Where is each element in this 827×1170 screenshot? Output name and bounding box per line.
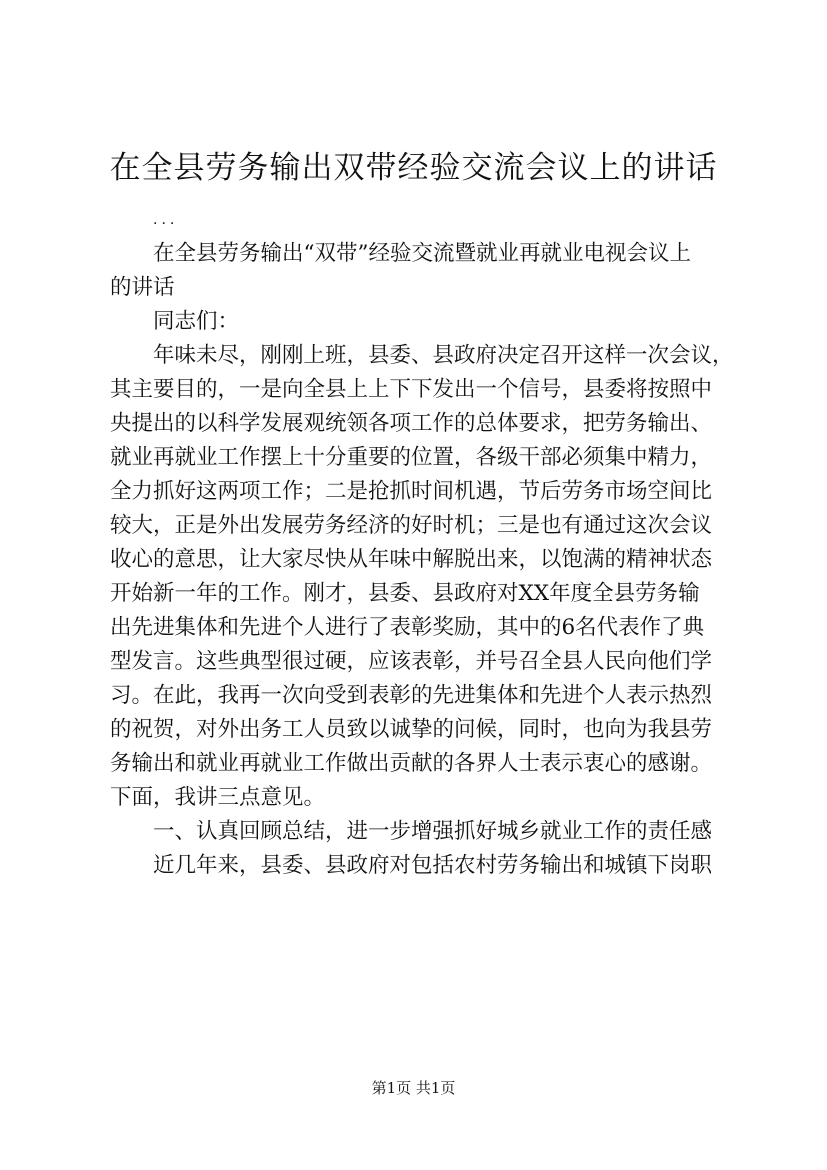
text-line: 在全县劳务输出“双带”经验交流暨就业再就业电视会议上: [153, 241, 691, 266]
text-line: 收心的意思，让大家尽快从年味中解脱出来，以饱满的精神状态: [110, 547, 713, 572]
salutation-line: 同志们：: [153, 309, 240, 334]
ellipsis-marker: ...: [153, 212, 179, 228]
text-line: 下面，我讲三点意见。: [110, 785, 326, 810]
document-body: [110, 203, 750, 883]
text-line: 出先进集体和先进个人进行了表彰奖励，其中的6名代表作了典: [110, 615, 705, 640]
document-title: 在全县劳务输出双带经验交流会议上的讲话: [109, 150, 718, 186]
section-heading: 一、认真回顾总结，进一步增强抓好城乡就业工作的责任感: [153, 819, 713, 844]
text-line: 近几年来，县委、县政府对包括农村劳务输出和城镇下岗职: [153, 853, 713, 878]
page-number-footer: 第1页 共1页: [371, 1079, 456, 1097]
text-line: 的讲话: [110, 275, 175, 300]
text-line: 全力抓好这两项工作；二是抢抓时间机遇，节后劳务市场空间比: [110, 479, 713, 504]
text-line: 开始新一年的工作。刚才，县委、县政府对XX年度全县劳务输: [110, 581, 700, 606]
text-line: 较大，正是外出发展劳务经济的好时机；三是也有通过这次会议: [110, 513, 713, 538]
text-line: 就业再就业工作摆上十分重要的位置，各级干部必须集中精力，: [110, 445, 713, 470]
text-line: 其主要目的，一是向全县上上下下发出一个信号，县委将按照中: [110, 377, 713, 402]
text-line: 央提出的以科学发展观统领各项工作的总体要求，把劳务输出、: [110, 411, 713, 436]
text-line: 务输出和就业再就业工作做出贡献的各界人士表示衷心的感谢。: [110, 751, 713, 776]
text-line: 型发言。这些典型很过硬，应该表彰，并号召全县人民向他们学: [110, 649, 713, 674]
text-line: 的祝贺，对外出务工人员致以诚挚的问候，同时，也向为我县劳: [110, 717, 713, 742]
text-line: 习。在此，我再一次向受到表彰的先进集体和先进个人表示热烈: [110, 683, 713, 708]
text-line: 年味未尽，刚刚上班，县委、县政府决定召开这样一次会议，: [153, 343, 734, 368]
